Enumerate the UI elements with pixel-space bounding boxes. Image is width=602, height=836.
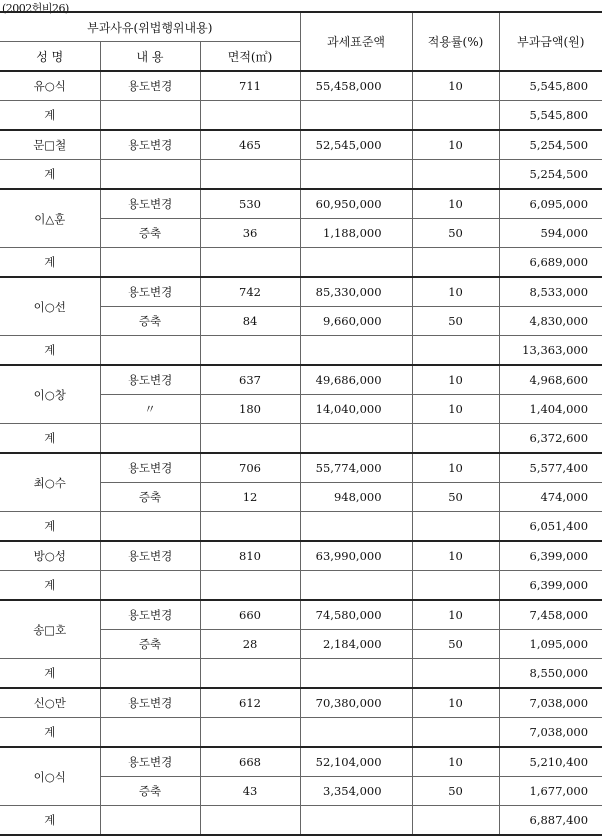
empty-cell bbox=[300, 336, 412, 366]
cell-rate: 10 bbox=[412, 541, 499, 571]
cell-name: 이○창 bbox=[0, 365, 100, 424]
cell-base: 74,580,000 bbox=[300, 600, 412, 630]
table-row bbox=[0, 541, 602, 571]
cell-amount: 6,399,000 bbox=[499, 541, 602, 571]
cell-name: 방○성 bbox=[0, 541, 100, 571]
empty-cell bbox=[200, 571, 300, 601]
empty-cell bbox=[200, 248, 300, 278]
levy-table bbox=[0, 11, 602, 836]
header-amount: 부과금액(원) bbox=[499, 12, 602, 71]
cell-content: 증축 bbox=[100, 630, 200, 659]
cell-content: 용도변경 bbox=[100, 541, 200, 571]
cell-amount: 5,210,400 bbox=[499, 747, 602, 777]
empty-cell bbox=[200, 512, 300, 542]
empty-cell bbox=[412, 512, 499, 542]
empty-cell bbox=[200, 806, 300, 836]
cell-area: 810 bbox=[200, 541, 300, 571]
cell-area: 12 bbox=[200, 483, 300, 512]
total-row bbox=[0, 336, 602, 366]
total-label: 계 bbox=[0, 424, 100, 454]
cell-amount: 594,000 bbox=[499, 219, 602, 248]
table-body bbox=[0, 71, 602, 835]
cell-area: 28 bbox=[200, 630, 300, 659]
cell-name: 신○만 bbox=[0, 688, 100, 718]
cell-area: 43 bbox=[200, 777, 300, 806]
cell-amount: 474,000 bbox=[499, 483, 602, 512]
header-base: 과세표준액 bbox=[300, 12, 412, 71]
cell-base: 60,950,000 bbox=[300, 189, 412, 219]
cell-name: 송□호 bbox=[0, 600, 100, 659]
cell-amount: 8,533,000 bbox=[499, 277, 602, 307]
empty-cell bbox=[412, 101, 499, 131]
cell-area: 84 bbox=[200, 307, 300, 336]
cell-base: 49,686,000 bbox=[300, 365, 412, 395]
empty-cell bbox=[412, 659, 499, 689]
total-amount: 8,550,000 bbox=[499, 659, 602, 689]
cell-rate: 50 bbox=[412, 219, 499, 248]
empty-cell bbox=[412, 160, 499, 190]
cell-base: 948,000 bbox=[300, 483, 412, 512]
cell-base: 52,104,000 bbox=[300, 747, 412, 777]
cell-content: 용도변경 bbox=[100, 688, 200, 718]
total-label: 계 bbox=[0, 101, 100, 131]
header-area: 면적(㎡) bbox=[200, 42, 300, 72]
total-row bbox=[0, 718, 602, 748]
empty-cell bbox=[412, 336, 499, 366]
total-label: 계 bbox=[0, 659, 100, 689]
cell-base: 70,380,000 bbox=[300, 688, 412, 718]
cell-rate: 50 bbox=[412, 483, 499, 512]
total-label: 계 bbox=[0, 160, 100, 190]
empty-cell bbox=[200, 424, 300, 454]
total-label: 계 bbox=[0, 718, 100, 748]
cell-name: 최○수 bbox=[0, 453, 100, 512]
empty-cell bbox=[100, 659, 200, 689]
total-amount: 7,038,000 bbox=[499, 718, 602, 748]
cell-content: 용도변경 bbox=[100, 71, 200, 101]
cell-area: 668 bbox=[200, 747, 300, 777]
empty-cell bbox=[100, 571, 200, 601]
cell-content: 증축 bbox=[100, 307, 200, 336]
empty-cell bbox=[200, 718, 300, 748]
header-reason-group: 부과사유(위법행위내용) bbox=[0, 12, 300, 42]
total-amount: 6,399,000 bbox=[499, 571, 602, 601]
empty-cell bbox=[300, 248, 412, 278]
cell-rate: 50 bbox=[412, 777, 499, 806]
cell-amount: 7,458,000 bbox=[499, 600, 602, 630]
empty-cell bbox=[300, 512, 412, 542]
cell-content: 증축 bbox=[100, 219, 200, 248]
cell-name: 문□철 bbox=[0, 130, 100, 160]
cell-area: 660 bbox=[200, 600, 300, 630]
cell-rate: 10 bbox=[412, 277, 499, 307]
empty-cell bbox=[300, 424, 412, 454]
header-name: 성 명 bbox=[0, 42, 100, 72]
empty-cell bbox=[412, 718, 499, 748]
total-row bbox=[0, 571, 602, 601]
cell-base: 52,545,000 bbox=[300, 130, 412, 160]
total-label: 계 bbox=[0, 336, 100, 366]
total-amount: 6,689,000 bbox=[499, 248, 602, 278]
table-row bbox=[0, 130, 602, 160]
total-amount: 6,887,400 bbox=[499, 806, 602, 836]
cell-content: 용도변경 bbox=[100, 277, 200, 307]
empty-cell bbox=[100, 101, 200, 131]
cell-content: 증축 bbox=[100, 777, 200, 806]
cell-base: 14,040,000 bbox=[300, 395, 412, 424]
cell-rate: 10 bbox=[412, 747, 499, 777]
empty-cell bbox=[300, 659, 412, 689]
cell-content: 용도변경 bbox=[100, 365, 200, 395]
cell-base: 9,660,000 bbox=[300, 307, 412, 336]
empty-cell bbox=[100, 424, 200, 454]
empty-cell bbox=[200, 101, 300, 131]
cell-content: 용도변경 bbox=[100, 453, 200, 483]
cell-content: 〃 bbox=[100, 395, 200, 424]
cell-base: 55,458,000 bbox=[300, 71, 412, 101]
cell-name: 이○선 bbox=[0, 277, 100, 336]
cell-amount: 4,830,000 bbox=[499, 307, 602, 336]
cell-rate: 10 bbox=[412, 688, 499, 718]
cell-area: 742 bbox=[200, 277, 300, 307]
cell-base: 2,184,000 bbox=[300, 630, 412, 659]
table-row bbox=[0, 277, 602, 307]
table-row bbox=[0, 189, 602, 219]
cell-rate: 10 bbox=[412, 189, 499, 219]
total-label: 계 bbox=[0, 806, 100, 836]
cell-amount: 7,038,000 bbox=[499, 688, 602, 718]
empty-cell bbox=[100, 806, 200, 836]
total-amount: 5,545,800 bbox=[499, 101, 602, 131]
empty-cell bbox=[300, 718, 412, 748]
cell-name: 이△훈 bbox=[0, 189, 100, 248]
cell-rate: 10 bbox=[412, 395, 499, 424]
header-row-1 bbox=[0, 12, 602, 42]
header-rate: 적용률(%) bbox=[412, 12, 499, 71]
cell-amount: 5,254,500 bbox=[499, 130, 602, 160]
cell-amount: 6,095,000 bbox=[499, 189, 602, 219]
cell-amount: 1,404,000 bbox=[499, 395, 602, 424]
empty-cell bbox=[100, 160, 200, 190]
total-row bbox=[0, 659, 602, 689]
cell-content: 용도변경 bbox=[100, 600, 200, 630]
empty-cell bbox=[412, 248, 499, 278]
empty-cell bbox=[412, 571, 499, 601]
total-label: 계 bbox=[0, 512, 100, 542]
table-row bbox=[0, 688, 602, 718]
total-amount: 13,363,000 bbox=[499, 336, 602, 366]
total-row bbox=[0, 101, 602, 131]
total-amount: 6,051,400 bbox=[499, 512, 602, 542]
table-row bbox=[0, 453, 602, 483]
cell-rate: 50 bbox=[412, 630, 499, 659]
empty-cell bbox=[300, 571, 412, 601]
cell-rate: 10 bbox=[412, 600, 499, 630]
total-amount: 6,372,600 bbox=[499, 424, 602, 454]
table-row bbox=[0, 365, 602, 395]
table-row bbox=[0, 600, 602, 630]
cell-area: 706 bbox=[200, 453, 300, 483]
empty-cell bbox=[200, 336, 300, 366]
cell-area: 180 bbox=[200, 395, 300, 424]
cell-rate: 10 bbox=[412, 365, 499, 395]
cell-content: 용도변경 bbox=[100, 130, 200, 160]
case-number: (2002헌비26) bbox=[2, 2, 69, 15]
cell-name: 이○식 bbox=[0, 747, 100, 806]
cell-base: 85,330,000 bbox=[300, 277, 412, 307]
cell-rate: 10 bbox=[412, 71, 499, 101]
empty-cell bbox=[100, 336, 200, 366]
total-label: 계 bbox=[0, 248, 100, 278]
cell-base: 55,774,000 bbox=[300, 453, 412, 483]
table-row bbox=[0, 747, 602, 777]
total-row bbox=[0, 512, 602, 542]
total-row bbox=[0, 160, 602, 190]
cell-content: 용도변경 bbox=[100, 747, 200, 777]
empty-cell bbox=[412, 424, 499, 454]
header-content: 내 용 bbox=[100, 42, 200, 72]
cell-amount: 1,095,000 bbox=[499, 630, 602, 659]
empty-cell bbox=[100, 512, 200, 542]
cell-amount: 4,968,600 bbox=[499, 365, 602, 395]
cell-area: 530 bbox=[200, 189, 300, 219]
total-row bbox=[0, 806, 602, 836]
cell-content: 용도변경 bbox=[100, 189, 200, 219]
cell-area: 36 bbox=[200, 219, 300, 248]
cell-rate: 50 bbox=[412, 307, 499, 336]
cell-rate: 10 bbox=[412, 453, 499, 483]
cell-area: 711 bbox=[200, 71, 300, 101]
empty-cell bbox=[300, 101, 412, 131]
total-label: 계 bbox=[0, 571, 100, 601]
cell-area: 612 bbox=[200, 688, 300, 718]
table-row bbox=[0, 71, 602, 101]
total-amount: 5,254,500 bbox=[499, 160, 602, 190]
cell-area: 465 bbox=[200, 130, 300, 160]
total-row bbox=[0, 248, 602, 278]
cell-name: 유○식 bbox=[0, 71, 100, 101]
cell-amount: 5,545,800 bbox=[499, 71, 602, 101]
empty-cell bbox=[100, 718, 200, 748]
cell-rate: 10 bbox=[412, 130, 499, 160]
cell-base: 1,188,000 bbox=[300, 219, 412, 248]
empty-cell bbox=[300, 160, 412, 190]
empty-cell bbox=[200, 659, 300, 689]
empty-cell bbox=[300, 806, 412, 836]
cell-amount: 5,577,400 bbox=[499, 453, 602, 483]
cell-area: 637 bbox=[200, 365, 300, 395]
total-row bbox=[0, 424, 602, 454]
cell-base: 3,354,000 bbox=[300, 777, 412, 806]
empty-cell bbox=[100, 248, 200, 278]
empty-cell bbox=[412, 806, 499, 836]
cell-content: 증축 bbox=[100, 483, 200, 512]
cell-base: 63,990,000 bbox=[300, 541, 412, 571]
cell-amount: 1,677,000 bbox=[499, 777, 602, 806]
empty-cell bbox=[200, 160, 300, 190]
